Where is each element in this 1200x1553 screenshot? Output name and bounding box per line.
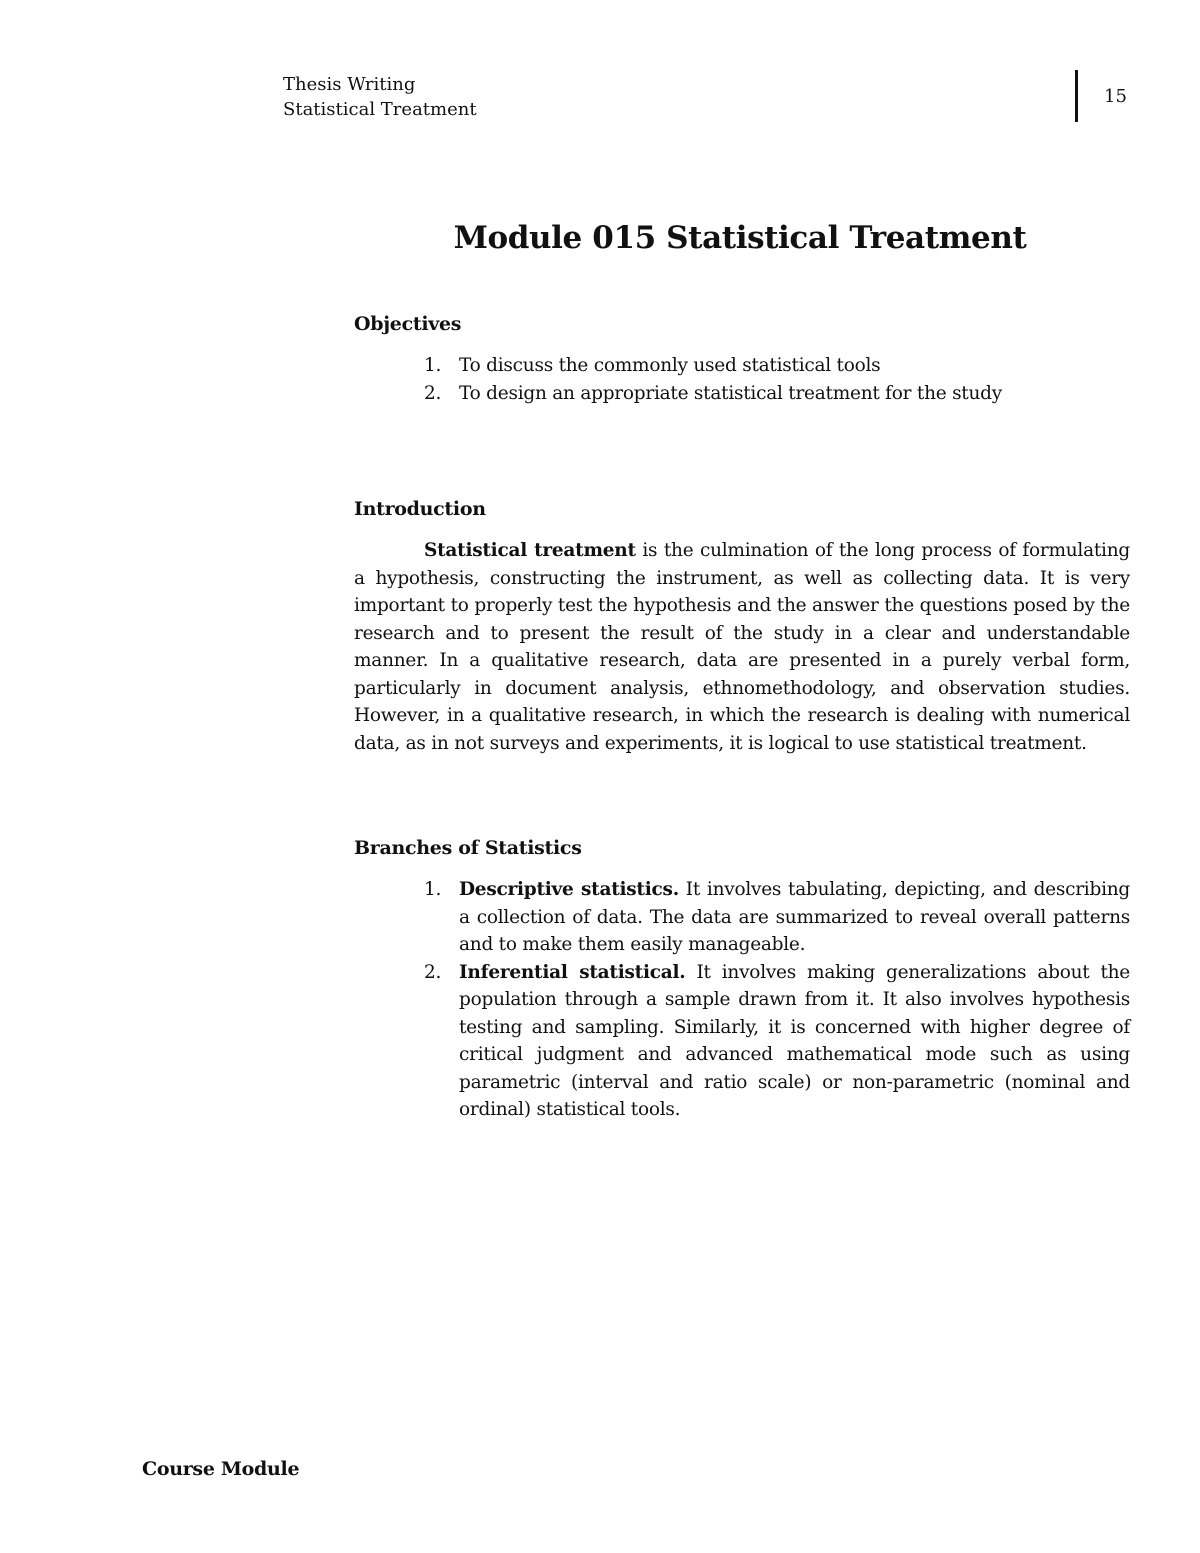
objectives-heading: Objectives [354, 313, 462, 335]
list-item-term: Descriptive statistics. [459, 879, 679, 900]
introduction-heading: Introduction [354, 498, 486, 520]
list-item-text: It involves tabulating, depicting, and describing a collection of data. The data are summarized to reveal overall patterns and to make them easily manageable. [459, 879, 1130, 955]
list-item-number: 2. [424, 961, 442, 983]
intro-body: is the culmination of the long process of formulating a hypothesis, constructing the instrument, as well as collecting data. It is very important to properly test the hypothesis and the answer the questions posed by the research and to present the result of the study in a clear and understandable manner. In a qualitative research, data are presented in a purely verbal form, particularly in document analysis, ethnomethodology, and observation studies. However, in a qualitative research, in which the research is dealing with numerical data, as in not surveys and experiments, it is logical to use statistical treatment. [354, 540, 1130, 754]
list-item [354, 380, 1130, 408]
header-divider [1075, 70, 1078, 122]
branches-list [354, 876, 1130, 1124]
page-title: Module 015 Statistical Treatment [453, 220, 1027, 256]
list-item-text: To discuss the commonly used statistical tools [459, 355, 881, 376]
list-item-number: 1. [424, 355, 442, 376]
objectives-list [354, 352, 1130, 407]
footer-label: Course Module [142, 1458, 300, 1480]
running-header [283, 72, 477, 122]
list-item-number: 1. [424, 879, 442, 900]
introduction-paragraph [354, 537, 1130, 757]
header-topic: Statistical Treatment [283, 99, 477, 120]
list-item-term: Inferential statistical. [459, 961, 686, 983]
list-item-number: 2. [424, 382, 442, 404]
list-item [354, 959, 1130, 1124]
list-item [354, 876, 1130, 959]
page-number: 15 [1104, 86, 1127, 107]
branches-heading: Branches of Statistics [354, 837, 582, 859]
list-item-text: To design an appropriate statistical treatment for the study [459, 382, 1002, 404]
header-course: Thesis Writing [283, 74, 416, 95]
list-item-text: It involves making generalizations about the population through a sample drawn from it. It also involves hypothesis testing and sampling. Similarly, it is concerned with higher degree of critical judgment and advanced mathematical mode such as using parametric (interval and ratio scale) or non-parametric (nominal and ordinal) statistical tools. [459, 961, 1131, 1120]
intro-lead-term: Statistical treatment [424, 540, 636, 561]
list-item [354, 352, 1130, 380]
